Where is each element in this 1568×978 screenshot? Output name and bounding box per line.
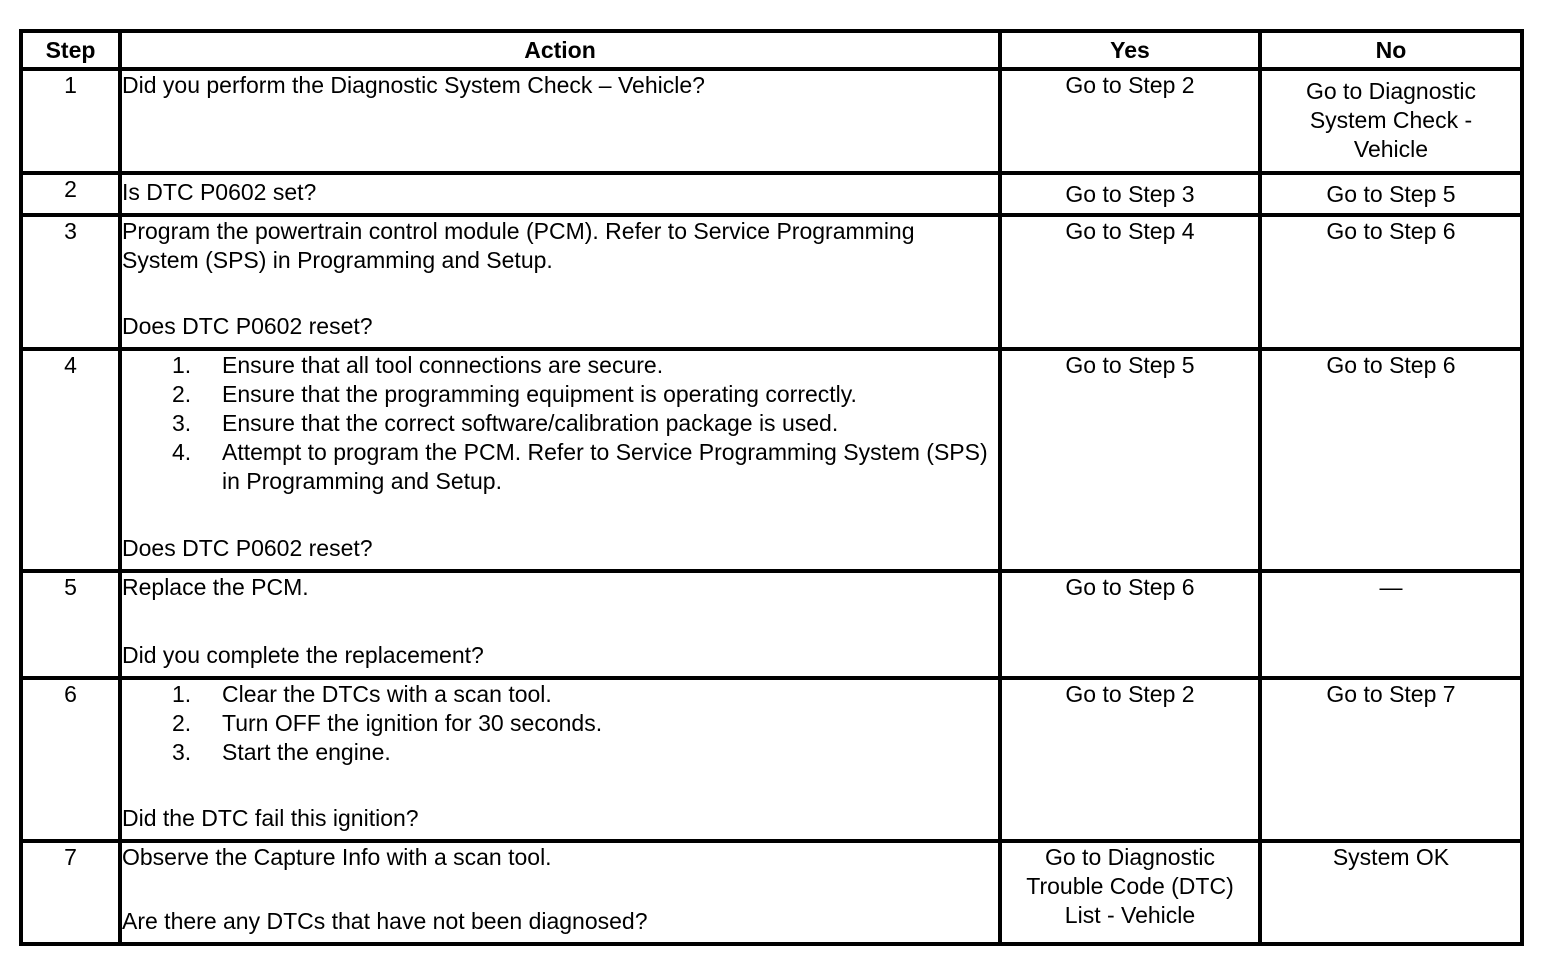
action-text: Did you perform the Diagnostic System Check – Vehicle?: [122, 72, 705, 98]
list-text: Attempt to program the PCM. Refer to Service Programming System (SPS) in Programming and Setup.: [222, 439, 988, 494]
no-cell: [1260, 841, 1522, 944]
list-number: 2.: [172, 381, 192, 407]
yes-link[interactable]: [1002, 843, 1258, 930]
action-question: Did you complete the replacement?: [122, 642, 484, 668]
no-result: System OK: [1332, 844, 1450, 870]
no-link[interactable]: Go to Step 5: [1326, 180, 1456, 207]
yes-cell: [1000, 173, 1260, 215]
table-row: [21, 69, 1522, 173]
yes-link[interactable]: Go to Step 3: [1065, 180, 1195, 207]
list-item: [122, 380, 998, 409]
table-row: [21, 349, 1522, 571]
no-line: Go to Diagnostic: [1305, 78, 1477, 104]
yes-cell: [1000, 571, 1260, 678]
list-text: Ensure that the correct software/calibration package is used.: [222, 410, 839, 436]
action-text: [122, 217, 998, 275]
no-cell: [1260, 173, 1522, 215]
list-item: [122, 438, 998, 496]
list-text: Clear the DTCs with a scan tool.: [222, 681, 552, 707]
list-text: Turn OFF the ignition for 30 seconds.: [222, 710, 603, 736]
yes-line: Go to Diagnostic: [1044, 844, 1216, 870]
list-number: 4.: [172, 439, 192, 465]
yes-cell: [1000, 841, 1260, 944]
action-cell: [120, 173, 1000, 215]
yes-cell: [1000, 69, 1260, 173]
yes-link[interactable]: Go to Step 6: [1065, 574, 1195, 600]
action-text: Replace the PCM.: [122, 574, 309, 600]
step-number: 2: [21, 173, 120, 215]
header-step: Step: [21, 31, 120, 69]
action-question: Did the DTC fail this ignition?: [122, 805, 419, 831]
list-item: [122, 409, 998, 438]
action-cell: [120, 678, 1000, 841]
table-row: [21, 841, 1522, 944]
step-number: 3: [21, 215, 120, 349]
no-link[interactable]: [1262, 77, 1520, 164]
list-item: [122, 709, 998, 738]
yes-line: Trouble Code (DTC): [1026, 873, 1234, 899]
yes-cell: [1000, 215, 1260, 349]
action-question: Are there any DTCs that have not been diagnosed?: [122, 908, 648, 934]
list-text: Start the engine.: [222, 739, 391, 765]
action-line: System (SPS) in Programming and Setup.: [122, 247, 553, 273]
no-link[interactable]: Go to Step 6: [1326, 218, 1456, 244]
action-line: Program the powertrain control module (PCM). Refer to Service Programming: [122, 218, 915, 244]
yes-link[interactable]: Go to Step 5: [1065, 352, 1195, 378]
no-cell: [1260, 678, 1522, 841]
no-link[interactable]: Go to Step 6: [1326, 352, 1456, 378]
action-list: [122, 680, 998, 767]
action-text: Is DTC P0602 set?: [122, 179, 317, 205]
action-text: Observe the Capture Info with a scan tool.: [122, 844, 552, 870]
yes-link[interactable]: Go to Step 4: [1065, 218, 1195, 244]
header-yes: Yes: [1000, 31, 1260, 69]
header-row: [21, 31, 1522, 69]
list-text: Ensure that all tool connections are secure.: [222, 352, 664, 378]
header-no: No: [1260, 31, 1522, 69]
action-cell: [120, 841, 1000, 944]
action-cell: [120, 69, 1000, 173]
action-cell: [120, 571, 1000, 678]
no-line: Vehicle: [1353, 136, 1429, 162]
yes-line: List - Vehicle: [1064, 902, 1196, 928]
table-row: [21, 571, 1522, 678]
list-item: [122, 680, 998, 709]
no-link[interactable]: Go to Step 7: [1326, 681, 1456, 707]
list-number: 3.: [172, 410, 192, 436]
action-list: [122, 351, 998, 496]
no-cell: [1260, 215, 1522, 349]
no-cell: [1260, 69, 1522, 173]
yes-cell: [1000, 678, 1260, 841]
step-number: 6: [21, 678, 120, 841]
no-cell: [1260, 349, 1522, 571]
step-number: 4: [21, 349, 120, 571]
table-row: [21, 215, 1522, 349]
list-number: 2.: [172, 710, 192, 736]
table-row: [21, 173, 1522, 215]
no-dash: —: [1379, 574, 1403, 600]
action-question: Does DTC P0602 reset?: [122, 535, 373, 561]
step-number: 1: [21, 69, 120, 173]
list-number: 3.: [172, 739, 192, 765]
yes-link[interactable]: Go to Step 2: [1065, 72, 1195, 98]
action-cell: [120, 215, 1000, 349]
yes-link[interactable]: Go to Step 2: [1065, 681, 1195, 707]
header-action: Action: [120, 31, 1000, 69]
step-number: 5: [21, 571, 120, 678]
list-text: Ensure that the programming equipment is operating correctly.: [222, 381, 857, 407]
list-item: [122, 351, 998, 380]
list-item: [122, 738, 998, 767]
list-number: 1.: [172, 681, 192, 707]
list-number: 1.: [172, 352, 192, 378]
no-line: System Check -: [1309, 107, 1473, 133]
action-question: Does DTC P0602 reset?: [122, 313, 373, 339]
step-number: 7: [21, 841, 120, 944]
table-row: [21, 678, 1522, 841]
no-cell: [1260, 571, 1522, 678]
diagnostic-table: [19, 29, 1524, 946]
yes-cell: [1000, 349, 1260, 571]
action-cell: [120, 349, 1000, 571]
